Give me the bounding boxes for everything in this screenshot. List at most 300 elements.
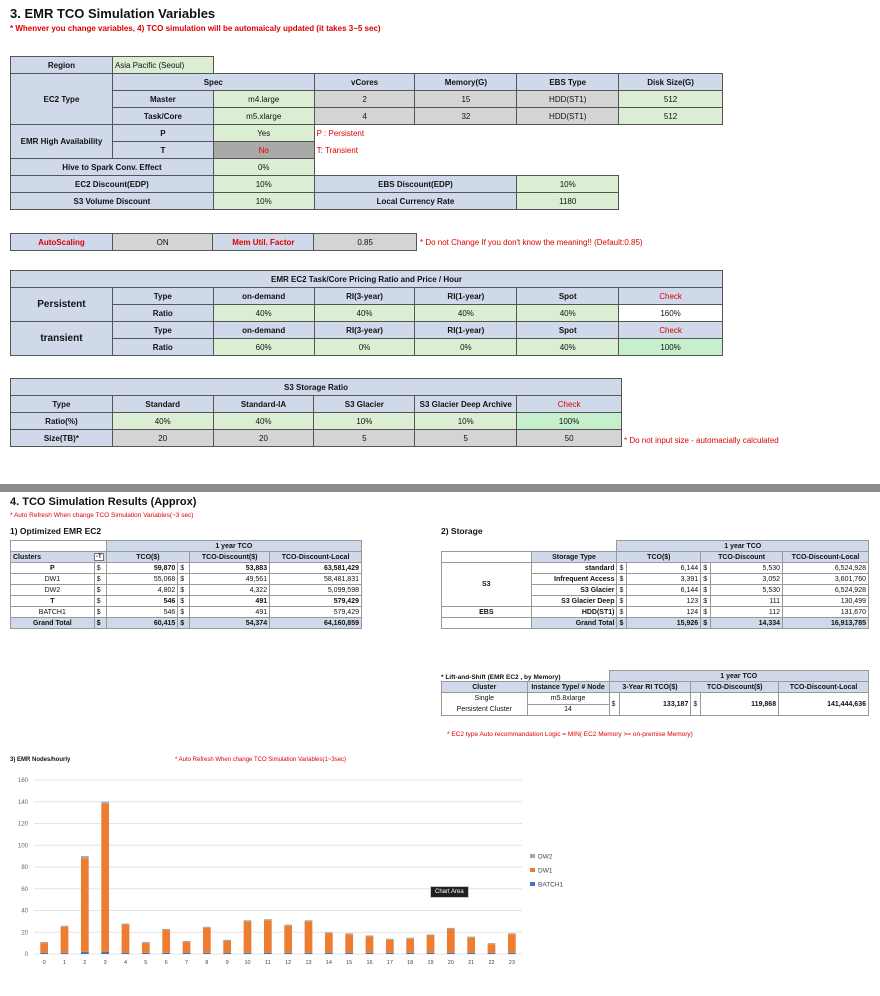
bar-dw2 <box>447 928 455 929</box>
t-note: T: Transient <box>316 145 358 155</box>
t-ratio-check: 100% <box>619 339 723 356</box>
p-ratio-ondemand[interactable]: 40% <box>213 305 314 322</box>
tco-value: 546 <box>106 607 178 618</box>
bar-dw2 <box>61 926 69 927</box>
t-ratio-label: Ratio <box>112 339 213 356</box>
x-tick-label: 3 <box>103 960 107 966</box>
bar-dw1 <box>40 943 48 953</box>
autoscaling-value[interactable]: ON <box>112 234 213 251</box>
total-tco: 60,415 <box>106 618 178 629</box>
task-ebs: HDD(ST1) <box>517 108 619 125</box>
tco-value: 3,391 <box>627 574 701 585</box>
currency-sign: $ <box>94 563 106 574</box>
local-value: 5,099,598 <box>270 585 362 596</box>
bar-batch1 <box>203 953 211 954</box>
p-ri3: RI(3-year) <box>314 288 415 305</box>
lift-local-header: TCO-Discount-Local <box>779 682 869 693</box>
total-local: 16,913,785 <box>783 618 869 629</box>
section3-title: 3. EMR TCO Simulation Variables <box>10 6 216 21</box>
currency-sign: $ <box>178 596 190 607</box>
t-ratio-spot[interactable]: 40% <box>517 339 619 356</box>
x-tick-label: 5 <box>144 960 148 966</box>
s3-size-note: * Do not input size - automacially calculated <box>624 436 779 445</box>
x-tick-label: 9 <box>225 960 229 966</box>
bar-batch1 <box>284 953 292 954</box>
storage-type-header: Storage Type <box>531 552 617 563</box>
bar-batch1 <box>467 953 475 954</box>
t-ratio-ri1[interactable]: 0% <box>415 339 517 356</box>
legend-swatch <box>530 868 535 872</box>
bar-batch1 <box>40 953 48 954</box>
tco-value: 6,144 <box>627 585 701 596</box>
x-tick-label: 4 <box>123 960 128 966</box>
currency-sign: $ <box>178 574 190 585</box>
bar-batch1 <box>345 953 353 954</box>
disc-value: 5,530 <box>711 563 783 574</box>
bar-dw2 <box>406 938 414 939</box>
hive-value[interactable]: 0% <box>213 159 314 176</box>
chart-legend <box>530 854 564 889</box>
storage-year-header: 1 year TCO <box>617 541 869 552</box>
disc-value: 3,052 <box>711 574 783 585</box>
y-axis-labels <box>18 778 29 958</box>
bar-dw1 <box>406 939 414 953</box>
x-tick-label: 7 <box>184 960 189 966</box>
bar-dw1 <box>447 929 455 953</box>
bar-batch1 <box>61 953 69 954</box>
legend-swatch <box>530 854 535 858</box>
x-tick-label: 18 <box>407 960 414 966</box>
bar-dw1 <box>81 858 89 952</box>
chart-section-note: * Auto Refresh When change TCO Simulation Variables(1~3sec) <box>175 757 347 763</box>
bar-batch1 <box>488 953 496 954</box>
bar-dw2 <box>244 920 252 921</box>
currency-sign: $ <box>691 693 701 716</box>
bar-dw1 <box>366 937 374 953</box>
s3-size-total: 50 <box>517 430 622 447</box>
tco-value: 4,802 <box>106 585 178 596</box>
bar-dw1 <box>223 941 231 953</box>
tco-value: 59,870 <box>106 563 178 574</box>
bar-dw2 <box>183 941 191 942</box>
bar-dw1 <box>244 921 252 953</box>
total-disc: 54,374 <box>190 618 270 629</box>
ec2-results-table <box>10 540 362 629</box>
currency-sign: $ <box>617 563 627 574</box>
s3-size-label: Size(TB)* <box>11 430 113 447</box>
x-tick-label: 2 <box>83 960 87 966</box>
x-tick-label: 17 <box>386 960 393 966</box>
emr-ha-label: EMR High Availability <box>11 125 113 159</box>
region-value[interactable]: Asia Pacific (Seoul) <box>112 57 213 74</box>
cluster-name: T <box>11 596 95 607</box>
currency-sign: $ <box>94 607 106 618</box>
p-ratio-check: 160% <box>619 305 723 322</box>
bar-dw2 <box>427 934 435 935</box>
storage-name: HDD(ST1) <box>531 607 617 618</box>
transient-label: transient <box>11 322 113 356</box>
ebs-type-header: EBS Type <box>517 74 619 91</box>
storage-subtitle: 2) Storage <box>441 526 483 536</box>
s3-size-glacier: 5 <box>314 430 415 447</box>
currency-sign: $ <box>617 607 627 618</box>
currency-sign: $ <box>178 607 190 618</box>
bar-batch1 <box>366 953 374 954</box>
t-label: T <box>112 142 213 159</box>
disc-value: 491 <box>190 596 270 607</box>
tco-value: 546 <box>106 596 178 607</box>
bar-batch1 <box>183 953 191 954</box>
autoscaling-label: AutoScaling <box>11 234 113 251</box>
bar-dw2 <box>203 927 211 928</box>
x-tick-label: 0 <box>42 960 46 966</box>
master-vcores: 2 <box>314 91 415 108</box>
cluster-name: BATCH1 <box>11 607 95 618</box>
currency-sign: $ <box>701 585 711 596</box>
bar-dw2 <box>162 929 170 930</box>
bar-dw2 <box>122 924 130 925</box>
legend-label: DW2 <box>538 853 553 861</box>
ebs-discount-value[interactable]: 10% <box>517 176 619 193</box>
emr-nodes-chart[interactable] <box>10 768 870 990</box>
disc-value: 112 <box>711 607 783 618</box>
pricing-table <box>10 270 723 356</box>
currency-sign: $ <box>94 585 106 596</box>
autoscaling-table <box>10 233 417 251</box>
currency-label: Local Currency Rate <box>314 193 517 210</box>
local-value: 131,670 <box>783 607 869 618</box>
section-separator <box>0 484 880 492</box>
p-label: P <box>112 125 213 142</box>
currency-sign: $ <box>94 618 106 629</box>
task-disk[interactable]: 512 <box>619 108 723 125</box>
x-tick-label: 20 <box>447 960 454 966</box>
currency-sign: $ <box>94 574 106 585</box>
s3-check-header: Check <box>517 396 622 413</box>
p-ondemand: on-demand <box>213 288 314 305</box>
table-row <box>11 585 362 596</box>
storage-name: S3 Glacier <box>531 585 617 596</box>
bar-batch1 <box>406 953 414 954</box>
x-tick-label: 19 <box>427 960 434 966</box>
s3-glacier-header: S3 Glacier <box>314 396 415 413</box>
filter-dropdown-icon[interactable]: -T <box>95 554 102 560</box>
x-tick-label: 14 <box>325 960 332 966</box>
bar-dw2 <box>284 925 292 926</box>
lift-note: * EC2 type Auto recommandation Logic = MIN( EC2 Memory >= on-premise Memory) <box>447 731 693 738</box>
cluster-name: DW1 <box>11 574 95 585</box>
bar-batch1 <box>223 953 231 954</box>
currency-sign: $ <box>701 607 711 618</box>
local-value: 58,481,831 <box>270 574 362 585</box>
disc-value: 4,322 <box>190 585 270 596</box>
bar-dw1 <box>488 944 496 953</box>
legend-label: DW1 <box>538 867 553 875</box>
t-ri1: RI(1-year) <box>415 322 517 339</box>
chart-area-tooltip: Chart Area <box>430 886 469 898</box>
x-tick-label: 21 <box>468 960 475 966</box>
autoscaling-note: * Do not Change If you don't know the meaning!! (Default:0.85) <box>420 238 643 247</box>
p-value[interactable]: Yes <box>213 125 314 142</box>
bar-dw1 <box>386 940 394 953</box>
bar-dw2 <box>488 943 496 944</box>
legend-swatch <box>530 882 535 886</box>
x-tick-label: 12 <box>285 960 292 966</box>
p-ratio-ri1[interactable]: 40% <box>415 305 517 322</box>
s3-size-standard: 20 <box>112 430 213 447</box>
ebs-group-label: EBS <box>442 607 532 618</box>
y-tick-label: 100 <box>17 843 28 850</box>
variables-table <box>10 56 723 210</box>
ec2-disc-header: TCO-Discount($) <box>190 552 270 563</box>
p-type-label: Type <box>112 288 213 305</box>
total-tco: 15,926 <box>627 618 701 629</box>
s3-standard-ia-header: Standard-IA <box>213 396 314 413</box>
currency-sign: $ <box>617 596 627 607</box>
storage-disc-header: TCO-Discount <box>701 552 783 563</box>
ec2-year-header: 1 year TCO <box>106 541 361 552</box>
p-ratio-spot[interactable]: 40% <box>517 305 619 322</box>
y-tick-label: 140 <box>17 799 28 806</box>
table-row <box>11 563 362 574</box>
tco-value: 55,068 <box>106 574 178 585</box>
lift-cluster: Single Persistent Cluster <box>442 693 528 716</box>
s3-standard-header: Standard <box>112 396 213 413</box>
section4-title: 4. TCO Simulation Results (Approx) <box>10 496 197 508</box>
total-local: 64,160,859 <box>270 618 362 629</box>
table-row <box>11 574 362 585</box>
bar-dw1 <box>345 934 353 952</box>
grand-total-label: Grand Total <box>11 618 95 629</box>
bar-batch1 <box>142 953 150 954</box>
s3-ratio-title: S3 Storage Ratio <box>11 379 622 396</box>
bar-batch1 <box>447 953 455 954</box>
p-spot: Spot <box>517 288 619 305</box>
memory-header: Memory(G) <box>415 74 517 91</box>
lift-cluster-header: Cluster <box>442 682 528 693</box>
s3-ratio-standard-ia[interactable]: 40% <box>213 413 314 430</box>
lift-inst-header: Instance Type/ # Node <box>527 682 609 693</box>
bar-dw2 <box>467 937 475 938</box>
s3-ratio-standard[interactable]: 40% <box>112 413 213 430</box>
persistent-label: Persistent <box>11 288 113 322</box>
cluster-name: P <box>11 563 95 574</box>
lift-year-header: 1 year TCO <box>609 671 868 682</box>
p-ratio-ri3[interactable]: 40% <box>314 305 415 322</box>
vcores-header: vCores <box>314 74 415 91</box>
master-ebs: HDD(ST1) <box>517 91 619 108</box>
local-value: 579,429 <box>270 607 362 618</box>
lift-nodes: 14 <box>527 704 609 716</box>
lift-disc-header: TCO-Discount($) <box>691 682 779 693</box>
x-tick-label: 8 <box>205 960 209 966</box>
x-tick-label: 13 <box>305 960 312 966</box>
y-tick-label: 20 <box>21 930 28 937</box>
s3-ratio-label: Ratio(%) <box>11 413 113 430</box>
ec2-discount-label: EC2 Discount(EDP) <box>11 176 214 193</box>
bar-dw1 <box>427 936 435 953</box>
lift-table <box>441 670 869 716</box>
mem-util-value[interactable]: 0.85 <box>314 234 417 251</box>
bar-dw1 <box>142 943 150 953</box>
master-disk[interactable]: 512 <box>619 91 723 108</box>
disk-size-header: Disk Size(G) <box>619 74 723 91</box>
bar-dw2 <box>101 802 109 804</box>
local-value: 63,581,429 <box>270 563 362 574</box>
disc-value: 49,561 <box>190 574 270 585</box>
t-ri3: RI(3-year) <box>314 322 415 339</box>
bar-batch1 <box>508 953 516 954</box>
y-tick-label: 40 <box>21 908 28 915</box>
y-tick-label: 0 <box>24 952 28 958</box>
task-instance[interactable]: m5.xlarge <box>213 108 314 125</box>
lift-tco-header: 3-Year RI TCO($) <box>609 682 691 693</box>
section4-note: * Auto Refresh When change TCO Simulation Variables(~3 sec) <box>10 512 194 519</box>
currency-value[interactable]: 1180 <box>517 193 619 210</box>
bar-dw1 <box>162 930 170 953</box>
bar-batch1 <box>244 953 252 954</box>
grand-total-label: Grand Total <box>531 618 617 629</box>
s3-ratio-table <box>10 378 622 447</box>
bar-dw2 <box>366 936 374 937</box>
hive-label: Hive to Spark Conv. Effect <box>11 159 214 176</box>
storage-local-header: TCO-Discount-Local <box>783 552 869 563</box>
storage-name: standard <box>531 563 617 574</box>
p-ri1: RI(1-year) <box>415 288 517 305</box>
storage-results-table <box>441 540 869 629</box>
disc-value: 53,883 <box>190 563 270 574</box>
s3-ratio-check: 100% <box>517 413 622 430</box>
table-row <box>442 563 869 574</box>
t-ondemand: on-demand <box>213 322 314 339</box>
master-instance[interactable]: m4.large <box>213 91 314 108</box>
local-value: 130,499 <box>783 596 869 607</box>
currency-sign: $ <box>701 596 711 607</box>
y-tick-label: 160 <box>17 778 28 784</box>
local-value: 579,429 <box>270 596 362 607</box>
t-spot: Spot <box>517 322 619 339</box>
task-memory: 32 <box>415 108 517 125</box>
clusters-header[interactable] <box>11 552 107 563</box>
lift-inst: m5.8xlarge <box>527 693 609 705</box>
bar-dw2 <box>386 939 394 940</box>
section3-note: * Whenver you change variables, 4) TCO simulation will be automaicaly updated (it takes 3~5 sec) <box>10 24 381 33</box>
bar-dw2 <box>40 942 48 943</box>
bar-batch1 <box>101 952 109 954</box>
table-row <box>11 607 362 618</box>
s3-discount-label: S3 Volume Discount <box>11 193 214 210</box>
t-type-label: Type <box>112 322 213 339</box>
disc-value: 5,530 <box>711 585 783 596</box>
ec2-discount-value[interactable]: 10% <box>213 176 314 193</box>
pricing-title: EMR EC2 Task/Core Pricing Ratio and Price / Hour <box>11 271 723 288</box>
clusters-header-label: Clusters <box>13 553 42 561</box>
ec2-tco-header: TCO($) <box>106 552 190 563</box>
lift-tco: 133,187 <box>619 693 691 716</box>
bar-dw2 <box>264 919 272 920</box>
x-tick-label: 22 <box>488 960 495 966</box>
bar-batch1 <box>122 953 130 954</box>
bar-dw1 <box>325 933 333 953</box>
chart-bars <box>40 802 515 954</box>
x-tick-label: 16 <box>366 960 373 966</box>
master-memory: 15 <box>415 91 517 108</box>
s3-ratio-glacier-deep[interactable]: 10% <box>415 413 517 430</box>
p-check: Check <box>619 288 723 305</box>
bar-dw2 <box>325 932 333 933</box>
bar-batch1 <box>264 953 272 954</box>
currency-sign: $ <box>617 574 627 585</box>
x-tick-label: 1 <box>62 960 67 966</box>
bar-dw1 <box>305 921 313 953</box>
task-vcores: 4 <box>314 108 415 125</box>
bar-dw1 <box>183 942 191 953</box>
local-value: 6,524,928 <box>783 563 869 574</box>
ec2-subtitle: 1) Optimized EMR EC2 <box>10 526 102 536</box>
bar-dw1 <box>122 925 130 953</box>
tco-value: 6,144 <box>627 563 701 574</box>
legend-label: BATCH1 <box>538 881 564 889</box>
storage-tco-header: TCO($) <box>617 552 701 563</box>
s3-type-header: Type <box>11 396 113 413</box>
currency-sign: $ <box>701 563 711 574</box>
x-axis-labels <box>43 960 515 966</box>
bar-batch1 <box>427 953 435 954</box>
currency-sign: $ <box>178 618 190 629</box>
bar-dw1 <box>264 920 272 953</box>
disc-value: 111 <box>711 596 783 607</box>
y-tick-label: 80 <box>21 865 28 871</box>
bar-batch1 <box>386 953 394 954</box>
lift-title: * Lift-and-Shift (EMR EC2 , by Memory) <box>441 674 561 681</box>
lift-disc: 119,868 <box>701 693 779 716</box>
bar-dw2 <box>508 933 516 934</box>
ec2-local-header: TCO-Discount-Local <box>270 552 362 563</box>
storage-name: Infrequent Access <box>531 574 617 585</box>
y-tick-label: 60 <box>21 886 28 893</box>
currency-sign: $ <box>701 618 711 629</box>
local-value: 6,524,928 <box>783 585 869 596</box>
total-disc: 14,334 <box>711 618 783 629</box>
bar-dw1 <box>61 927 69 953</box>
bar-dw2 <box>345 933 353 934</box>
t-value[interactable]: No <box>213 142 314 159</box>
x-tick-label: 15 <box>346 960 353 966</box>
currency-sign: $ <box>178 585 190 596</box>
currency-sign: $ <box>94 596 106 607</box>
spec-header: Spec <box>112 74 314 91</box>
t-ratio-ri3[interactable]: 0% <box>314 339 415 356</box>
y-tick-label: 120 <box>17 821 28 828</box>
s3-discount-value[interactable]: 10% <box>213 193 314 210</box>
s3-size-glacier-deep: 5 <box>415 430 517 447</box>
bar-dw1 <box>284 926 292 953</box>
grand-total-row <box>442 618 869 629</box>
ebs-discount-label: EBS Discount(EDP) <box>314 176 517 193</box>
bar-batch1 <box>162 953 170 954</box>
tco-value: 123 <box>627 596 701 607</box>
bar-batch1 <box>305 953 313 954</box>
currency-sign: $ <box>609 693 619 716</box>
currency-sign: $ <box>178 563 190 574</box>
taskcore-label: Task/Core <box>112 108 213 125</box>
bar-dw2 <box>223 940 231 941</box>
x-tick-label: 6 <box>164 960 168 966</box>
currency-sign: $ <box>617 585 627 596</box>
t-ratio-ondemand[interactable]: 60% <box>213 339 314 356</box>
s3-size-standard-ia: 20 <box>213 430 314 447</box>
s3-ratio-glacier[interactable]: 10% <box>314 413 415 430</box>
